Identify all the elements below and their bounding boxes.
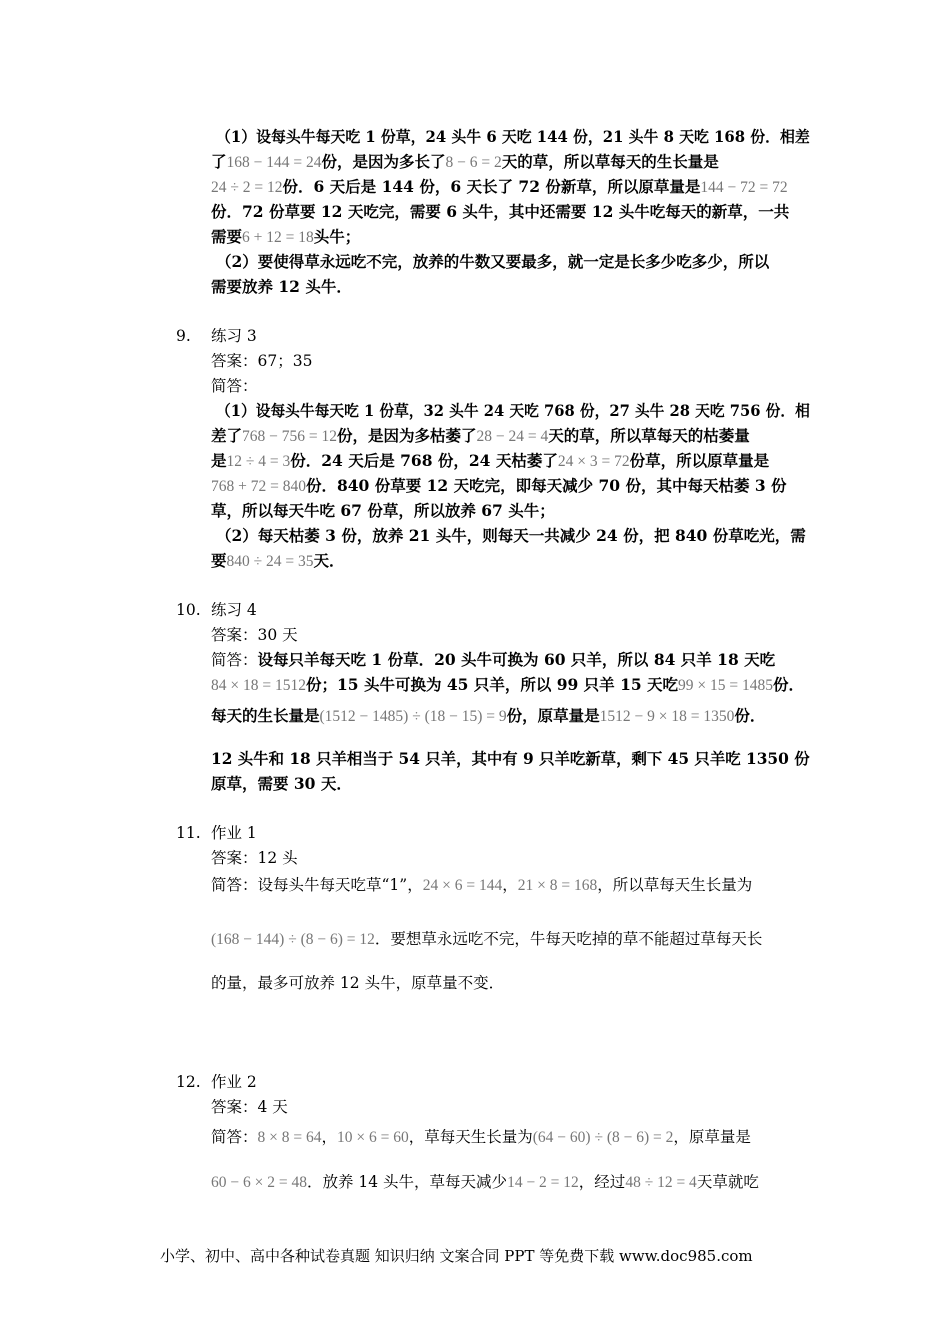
math-expression: 768 + 72 = 840: [211, 478, 306, 495]
text-line: 768 + 72 = 840份．840 份草要 12 天吃完，即每天减少 70 份，其中每天枯萎 3 份: [211, 476, 787, 495]
math-expression: 28 − 24 = 4: [476, 428, 549, 445]
answer-line: 答案：67；35: [211, 352, 313, 370]
text-line: 简答：设每头牛每天吃草“1”，24 × 6 = 144，21 × 8 = 168，所以草每天生长量为: [211, 876, 753, 894]
text-line: 的量，最多可放养 12 头牛，原草量不变．: [211, 974, 505, 992]
brief-label: 简答：: [211, 377, 258, 395]
math-expression: 1512 − 9 × 18 = 1350: [599, 708, 735, 725]
answer-line: 答案：4 天: [211, 1098, 288, 1116]
item-number: 11.: [176, 824, 201, 842]
math-expression: 8 × 8 = 64: [257, 1129, 322, 1146]
math-expression: (1512 − 1485) ÷ (18 − 15) = 9: [319, 708, 507, 725]
item-title: 作业 1: [211, 824, 257, 842]
math-expression: 12 ÷ 4 = 3: [226, 453, 291, 470]
answer-line: 答案：30 天: [211, 626, 298, 644]
text-line: 原草，需要 30 天．: [211, 774, 352, 793]
text-line: 是12 ÷ 4 = 3份．24 天后是 768 份，24 天枯萎了24 × 3 = 72份草，所以原草量是: [211, 451, 770, 470]
math-expression: (64 − 60) ÷ (8 − 6) = 2: [532, 1129, 674, 1146]
math-expression: (168 − 144) ÷ (8 − 6) = 12: [211, 931, 375, 948]
math-expression: 21 × 8 = 168: [517, 877, 598, 894]
item-number: 10.: [176, 601, 201, 619]
math-expression: 6 + 12 = 18: [242, 229, 314, 246]
text-line: 需要放养 12 头牛．: [211, 277, 352, 296]
text-line: （2）每天枯萎 3 份，放养 21 头牛，则每天一共减少 24 份，把 840 份草吃光，需: [216, 526, 806, 545]
item-title: 练习 4: [211, 601, 257, 619]
math-expression: 768 − 756 = 12: [242, 428, 337, 445]
text-line: 差了768 − 756 = 12份，是因为多枯萎了28 − 24 = 4天的草，所以草每天的枯萎量: [211, 426, 750, 445]
math-expression: 24 ÷ 2 = 12: [211, 179, 283, 196]
text-line: (168 − 144) ÷ (8 − 6) = 12．要想草永远吃不完，牛每天吃掉的草不能超过草每天长: [211, 930, 763, 948]
text-line: 简答：设每只羊每天吃 1 份草．20 头牛可换为 60 只羊，所以 84 只羊 18 天吃: [211, 650, 776, 669]
text-line: 需要6 + 12 = 18头牛；: [211, 227, 361, 246]
text-line: 60 − 6 × 2 = 48．放养 14 头牛，草每天减少14 − 2 = 12，经过48 ÷ 12 = 4天草就吃: [211, 1173, 759, 1191]
answer-line: 答案：12 头: [211, 849, 298, 867]
math-expression: 8 − 6 = 2: [445, 154, 502, 171]
text-line: 84 × 18 = 1512份；15 头牛可换为 45 只羊，所以 99 只羊 15 天吃99 × 15 = 1485份．: [211, 675, 805, 694]
math-expression: 84 × 18 = 1512: [211, 677, 306, 694]
text-line: （2）要使得草永远吃不完，放养的牛数又要最多，就一定是长多少吃多少，所以: [216, 252, 770, 271]
text-line: 简答：8 × 8 = 64，10 × 6 = 60，草每天生长量为(64 − 60) ÷ (8 − 6) = 2，原草量是: [211, 1128, 751, 1146]
math-expression: 14 − 2 = 12: [507, 1174, 579, 1191]
item-number: 9.: [176, 327, 191, 345]
text-line: （1）设每头牛每天吃 1 份草，32 头牛 24 天吃 768 份，27 头牛 28 天吃 756 份．相: [216, 401, 810, 420]
math-expression: 48 ÷ 12 = 4: [625, 1174, 697, 1191]
page-footer: 小学、初中、高中各种试卷真题 知识归纳 文案合同 PPT 等免费下载 www.doc985.com: [160, 1247, 753, 1265]
math-expression: 24 × 3 = 72: [557, 453, 630, 470]
text-line: 草，所以每天牛吃 67 份草，所以放养 67 头牛；: [211, 501, 555, 520]
text-line: （1）设每头牛每天吃 1 份草，24 头牛 6 天吃 144 份，21 头牛 8 天吃 168 份．相差: [216, 127, 810, 146]
math-expression: 840 ÷ 24 = 35: [226, 553, 314, 570]
item-title: 练习 3: [211, 327, 257, 345]
math-expression: 10 × 6 = 60: [337, 1129, 409, 1146]
item-title: 作业 2: [211, 1073, 257, 1091]
math-expression: 60 − 6 × 2 = 48: [211, 1174, 307, 1191]
math-expression: 168 − 144 = 24: [226, 154, 322, 171]
math-expression: 99 × 15 = 1485: [678, 677, 774, 694]
text-line: 每天的生长量是(1512 − 1485) ÷ (18 − 15) = 9份，原草量是1512 − 9 × 18 = 1350份．: [211, 706, 766, 725]
math-expression: 144 − 72 = 72: [700, 179, 788, 196]
text-line: 要840 ÷ 24 = 35天．: [211, 551, 345, 570]
item-number: 12.: [176, 1073, 201, 1091]
text-line: 份．72 份草要 12 天吃完，需要 6 头牛，其中还需要 12 头牛吃每天的新草，一共: [211, 202, 790, 221]
text-line: 了168 − 144 = 24份，是因为多长了8 − 6 = 2天的草，所以草每天的生长量是: [211, 152, 719, 171]
text-line: 12 头牛和 18 只羊相当于 54 只羊，其中有 9 只羊吃新草，剩下 45 只羊吃 1350 份: [211, 749, 810, 768]
text-line: 24 ÷ 2 = 12份．6 天后是 144 份，6 天长了 72 份新草，所以原草量是144 − 72 = 72: [211, 177, 788, 196]
math-expression: 24 × 6 = 144: [422, 877, 503, 894]
